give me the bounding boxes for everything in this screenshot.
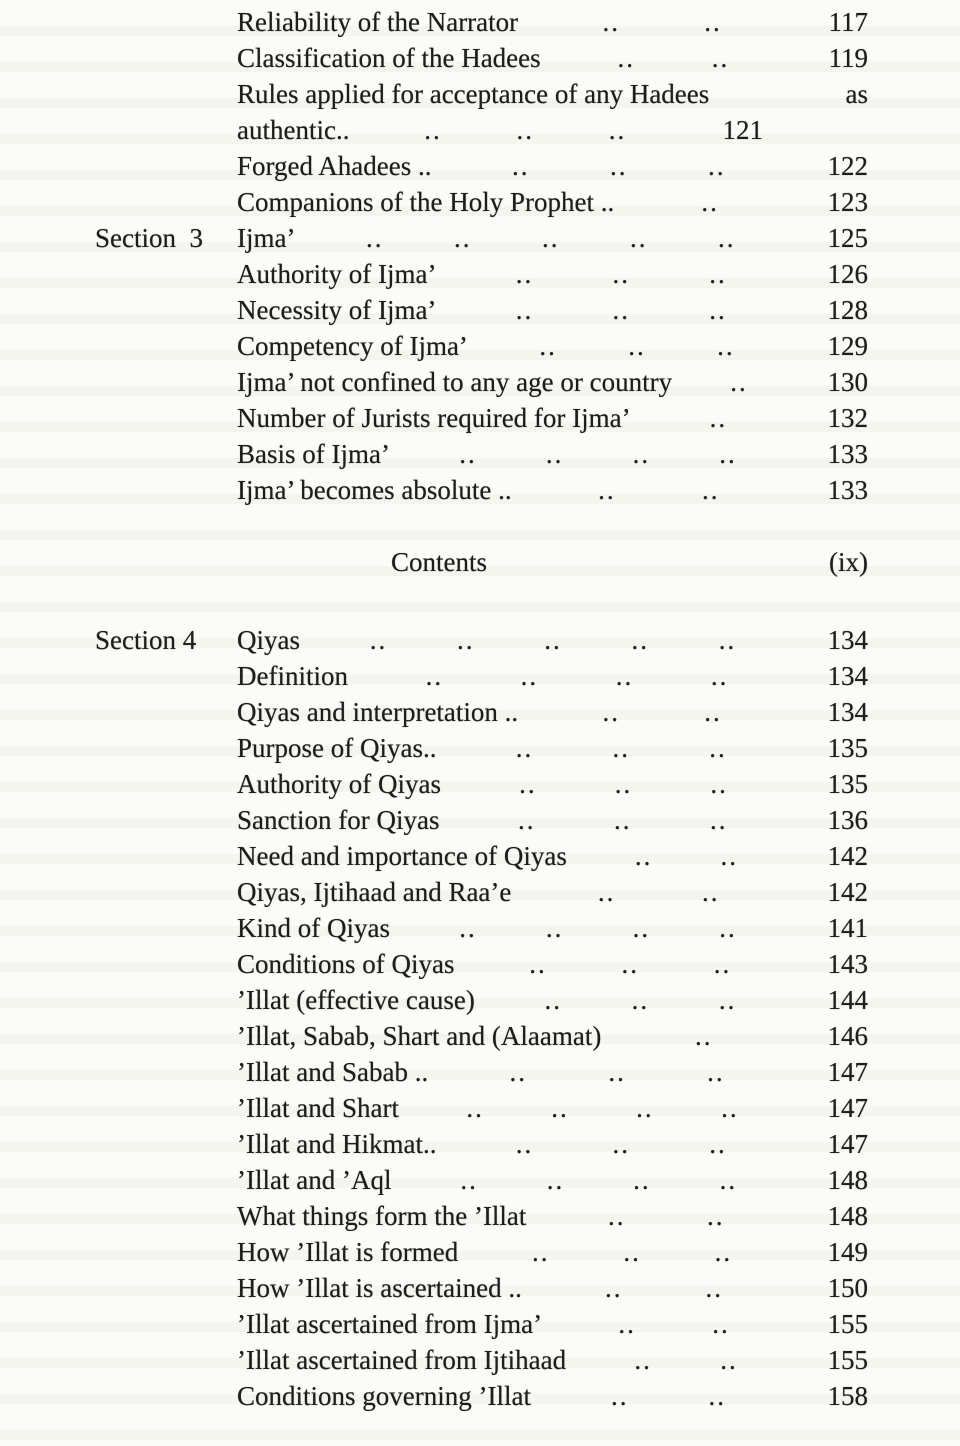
leader-dots: ..	[604, 1273, 623, 1303]
leader-dots: ..	[707, 151, 726, 181]
leader-dots: ..	[365, 223, 384, 253]
toc-entry-page: 148	[827, 1165, 868, 1195]
dot-leader	[436, 1126, 806, 1162]
toc-row	[95, 1090, 868, 1126]
section-label: Section 4	[95, 625, 197, 655]
toc-entry-page: 155	[827, 1345, 868, 1375]
toc-entry-title: Conditions governing ’Illat	[237, 1381, 531, 1411]
toc-row	[95, 364, 868, 400]
dot-leader	[601, 1018, 806, 1054]
toc-entry-page: 147	[827, 1057, 868, 1087]
toc-entry-page: 142	[827, 877, 868, 907]
toc-entry-page: 143	[827, 949, 868, 979]
leader-dots: ..	[713, 949, 732, 979]
leader-dots: ..	[706, 1201, 725, 1231]
toc-entry-title: ’Illat (effective cause)	[237, 985, 475, 1015]
toc-row	[95, 694, 868, 730]
leader-dots: ..	[709, 295, 727, 325]
toc-entry-page: 136	[827, 805, 868, 835]
dot-leader	[511, 874, 806, 910]
leader-dots: ..	[612, 259, 630, 289]
dot-leader	[468, 328, 806, 364]
toc-row	[95, 328, 868, 364]
leader-dots: ..	[710, 661, 729, 691]
leader-dots: ..	[633, 1165, 651, 1195]
leader-dots: ..	[459, 439, 477, 469]
dot-leader	[475, 982, 806, 1018]
toc-entry-title: What things form the ’Illat	[237, 1201, 527, 1231]
leader-dots: ..	[709, 805, 728, 835]
leader-dots: ..	[460, 1165, 478, 1195]
leader-dots: ..	[541, 223, 560, 253]
leader-dots: ..	[610, 1381, 629, 1411]
toc-entry-title: authentic..	[237, 115, 350, 145]
leader-dots: ..	[532, 1237, 550, 1267]
leader-dots: ..	[598, 475, 616, 505]
toc-entry-title: Kind of Qiyas	[237, 913, 390, 943]
toc-entry-page: 135	[827, 769, 868, 799]
toc-entry-page: 134	[827, 697, 868, 727]
toc-row	[95, 730, 868, 766]
dot-leader	[522, 1270, 806, 1306]
contents-heading	[95, 544, 868, 580]
leader-dots: ..	[720, 841, 738, 871]
leader-dots: ..	[509, 1057, 528, 1087]
leader-dots: ..	[519, 769, 537, 799]
toc-entry-title: Qiyas	[237, 625, 300, 655]
leader-dots: ..	[539, 331, 557, 361]
toc-entry-title: Qiyas, Ijtihaad and Raa’e	[237, 877, 512, 907]
leader-dots: ..	[623, 1237, 641, 1267]
toc-row	[95, 436, 868, 472]
leader-dots: ..	[425, 661, 444, 691]
toc-entry-title: ’Illat and Shart	[237, 1093, 399, 1123]
toc-entry-title: Classification of the Hadees	[237, 43, 541, 73]
dot-leader	[542, 1306, 806, 1342]
leader-dots: ..	[718, 985, 737, 1015]
toc-entry-title: Sanction for Qiyas	[237, 805, 440, 835]
leader-dots: ..	[632, 913, 651, 943]
toc-entry-page: 130	[827, 367, 868, 397]
dot-leader	[348, 658, 806, 694]
toc-entry-title: Authority of Qiyas	[237, 769, 441, 799]
toc-entry-title: Forged Ahadees ..	[237, 151, 432, 181]
toc-row	[95, 1126, 868, 1162]
dot-leader	[436, 256, 806, 292]
dot-leader	[431, 148, 806, 184]
leader-dots: ..	[515, 733, 534, 763]
leader-dots: ..	[709, 1129, 727, 1159]
leader-dots: ..	[612, 1129, 630, 1159]
dot-leader	[390, 436, 806, 472]
leader-dots: ..	[545, 439, 564, 469]
toc-row	[95, 910, 868, 946]
leader-dots: ..	[714, 1237, 733, 1267]
leader-dots: ..	[511, 151, 530, 181]
leader-dots: ..	[717, 331, 735, 361]
toc-entry-title: Need and importance of Qiyas	[237, 841, 567, 871]
page-title: Contents	[391, 547, 488, 577]
dot-leader	[566, 1342, 806, 1378]
leader-dots: ..	[708, 1381, 726, 1411]
toc-entry-page: 133	[827, 439, 868, 469]
leader-dots: ..	[636, 1093, 654, 1123]
toc-entry-page: 148	[827, 1201, 868, 1231]
dot-leader	[614, 184, 806, 220]
leader-dots: ..	[608, 115, 627, 145]
leader-dots: ..	[551, 1093, 569, 1123]
toc-row	[95, 874, 868, 910]
toc-row	[95, 802, 868, 838]
toc-entry-title: ’Illat and ’Aql	[237, 1165, 392, 1195]
toc-entry-title: Purpose of Qiyas..	[237, 733, 437, 763]
toc-row	[95, 1306, 868, 1342]
toc-row	[95, 1234, 868, 1270]
toc-row	[95, 622, 868, 658]
leader-dots: ..	[634, 1345, 652, 1375]
dot-leader	[541, 40, 806, 76]
toc-entry-title: ’Illat ascertained from Ijtihaad	[237, 1345, 567, 1375]
toc-row	[95, 40, 868, 76]
leader-dots: ..	[705, 1273, 723, 1303]
dot-leader	[439, 802, 806, 838]
leader-dots: ..	[546, 1165, 565, 1195]
dot-leader	[436, 292, 806, 328]
leader-dots: ..	[613, 805, 632, 835]
leader-dots: ..	[631, 625, 649, 655]
leader-dots: ..	[602, 697, 620, 727]
toc-row	[95, 256, 868, 292]
dot-leader	[295, 220, 806, 256]
toc-row	[95, 184, 868, 220]
dot-leader	[436, 730, 806, 766]
leader-dots: ..	[631, 985, 650, 1015]
toc-row	[95, 76, 868, 112]
toc-entry-page: 128	[827, 295, 868, 325]
leader-dots: ..	[617, 43, 635, 73]
toc-entry-page: 147	[827, 1093, 868, 1123]
leader-dots: ..	[721, 1093, 739, 1123]
toc-entry-title: Reliability of the Narrator	[237, 7, 519, 37]
toc-row	[95, 1054, 868, 1090]
leader-dots: ..	[515, 259, 534, 289]
leader-dots: ..	[612, 733, 630, 763]
leader-dots: ..	[516, 115, 534, 145]
leader-dots: ..	[710, 769, 728, 799]
toc-entry-page: 125	[827, 223, 868, 253]
toc-entry-page: 141	[827, 913, 868, 943]
leader-dots: ..	[730, 367, 748, 397]
leader-dots: ..	[515, 295, 534, 325]
leader-dots: ..	[629, 223, 648, 253]
toc-entry-page: 117	[828, 7, 868, 37]
toc-row	[95, 1198, 868, 1234]
leader-dots: ..	[704, 7, 722, 37]
toc-entry-page: 150	[827, 1273, 868, 1303]
toc-row	[95, 472, 868, 508]
dot-leader	[512, 472, 806, 508]
toc-entry-page: 155	[827, 1309, 868, 1339]
leader-dots: ..	[544, 625, 562, 655]
leader-dots: ..	[719, 439, 737, 469]
leader-dots: ..	[717, 223, 736, 253]
toc-entry-title: Rules applied for acceptance of any Hadees	[237, 79, 710, 109]
dot-leader	[567, 838, 806, 874]
toc-row	[95, 658, 868, 694]
dot-leader	[518, 4, 806, 40]
toc-entry-page: 158	[827, 1381, 868, 1411]
toc-entry-page: 133	[827, 475, 868, 505]
toc-entry-page: 142	[827, 841, 868, 871]
leader-dots: ..	[517, 805, 536, 835]
toc-row	[95, 766, 868, 802]
toc-row	[95, 292, 868, 328]
toc-entry-title: ’Illat ascertained from Ijma’	[237, 1309, 543, 1339]
toc-row	[95, 946, 868, 982]
toc-row	[95, 1018, 868, 1054]
dot-leader	[672, 364, 806, 400]
leader-dots: ..	[632, 439, 651, 469]
toc-row	[95, 4, 868, 40]
dot-leader	[399, 1090, 806, 1126]
toc-entry-page: 123	[827, 187, 868, 217]
toc-row	[95, 112, 868, 148]
leader-dots: ..	[607, 1201, 626, 1231]
dot-leader	[455, 946, 806, 982]
leader-dots: ..	[459, 913, 477, 943]
leader-dots: ..	[711, 43, 730, 73]
toc-entry-page: 134	[827, 661, 868, 691]
leader-dots: ..	[597, 877, 616, 907]
toc-entry-title: Definition	[237, 661, 348, 691]
dot-leader	[428, 1054, 806, 1090]
toc-entry-title: How ’Illat is formed	[237, 1237, 459, 1267]
leader-dots: ..	[694, 1021, 713, 1051]
toc-row	[95, 400, 868, 436]
toc-row	[95, 148, 868, 184]
leader-dots: ..	[718, 625, 737, 655]
leader-dots: ..	[602, 7, 620, 37]
leader-dots: ..	[453, 223, 472, 253]
toc-entry-page: as	[845, 79, 868, 109]
toc-entry-page: 132	[827, 403, 868, 433]
leader-dots: ..	[709, 733, 727, 763]
toc-entry-title: Competency of Ijma’	[237, 331, 468, 361]
leader-dots: ..	[634, 841, 653, 871]
leader-dots: ..	[720, 1345, 738, 1375]
dot-leader	[300, 622, 806, 658]
leader-dots: ..	[709, 403, 728, 433]
leader-dots: ..	[615, 661, 634, 691]
leader-dots: ..	[719, 913, 737, 943]
leader-dots: ..	[545, 913, 564, 943]
leader-dots: ..	[719, 1165, 738, 1195]
dot-leader	[391, 1162, 806, 1198]
leader-dots: ..	[520, 661, 539, 691]
dot-leader	[458, 1234, 806, 1270]
leader-dots: ..	[466, 1093, 484, 1123]
leader-dots: ..	[612, 295, 630, 325]
leader-dots: ..	[704, 697, 722, 727]
leader-dots: ..	[707, 1057, 725, 1087]
leader-dots: ..	[608, 1057, 626, 1087]
page-number-label: (ix)	[829, 547, 868, 577]
toc-entry-title: Qiyas and interpretation ..	[237, 697, 519, 727]
toc-row	[95, 220, 868, 256]
toc-entry-title: Ijma’	[237, 223, 296, 253]
toc-entry-page: 121	[722, 115, 763, 145]
toc-row	[95, 838, 868, 874]
toc-row	[95, 1342, 868, 1378]
toc-entry-title: How ’Illat is ascertained ..	[237, 1273, 522, 1303]
toc-entry-page: 122	[827, 151, 868, 181]
leader-dots: ..	[529, 949, 547, 979]
dot-leader	[631, 400, 806, 436]
toc-entry-title: Conditions of Qiyas	[237, 949, 455, 979]
toc-entry-title: ’Illat and Sabab ..	[237, 1057, 429, 1087]
toc-entry-page: 119	[828, 43, 868, 73]
leader-dots: ..	[702, 475, 720, 505]
dot-leader	[349, 112, 701, 148]
toc-row	[95, 1162, 868, 1198]
leader-dots: ..	[457, 625, 475, 655]
toc-entry-page: 147	[827, 1129, 868, 1159]
leader-dots: ..	[609, 151, 628, 181]
toc-entry-title: Necessity of Ijma’	[237, 295, 437, 325]
toc-entry-page: 135	[827, 733, 868, 763]
leader-dots: ..	[709, 259, 727, 289]
dot-leader	[518, 694, 806, 730]
toc-block-bottom	[95, 622, 868, 1414]
toc-entry-title: Basis of Ijma’	[237, 439, 390, 469]
dot-leader	[531, 1378, 806, 1414]
dot-leader	[390, 910, 806, 946]
toc-entry-title: Number of Jurists required for Ijma’	[237, 403, 631, 433]
toc-entry-title: Companions of the Holy Prophet ..	[237, 187, 615, 217]
leader-dots: ..	[369, 625, 388, 655]
toc-entry-title: ’Illat and Hikmat..	[237, 1129, 437, 1159]
leader-dots: ..	[424, 115, 442, 145]
toc-entry-page: 144	[827, 985, 868, 1015]
toc-entry-title: Ijma’ becomes absolute ..	[237, 475, 512, 505]
toc-row	[95, 1378, 868, 1414]
leader-dots: ..	[544, 985, 563, 1015]
toc-entry-page: 126	[827, 259, 868, 289]
toc-entry-page: 149	[827, 1237, 868, 1267]
leader-dots: ..	[701, 877, 720, 907]
toc-row	[95, 982, 868, 1018]
toc-entry-title: ’Illat, Sabab, Shart and (Alaamat)	[237, 1021, 602, 1051]
toc-entry-title: Authority of Ijma’	[237, 259, 437, 289]
toc-entry-page: 146	[827, 1021, 868, 1051]
toc-entry-page: 129	[827, 331, 868, 361]
section-label: Section 3	[95, 223, 203, 253]
toc-entry-title: Ijma’ not confined to any age or country	[237, 367, 673, 397]
leader-dots: ..	[618, 1309, 636, 1339]
toc-block-top	[95, 4, 868, 508]
leader-dots: ..	[515, 1129, 534, 1159]
dot-leader	[441, 766, 806, 802]
leader-dots: ..	[614, 769, 633, 799]
dot-leader	[526, 1198, 806, 1234]
leader-dots: ..	[621, 949, 639, 979]
toc-row	[95, 1270, 868, 1306]
leader-dots: ..	[701, 187, 719, 217]
leader-dots: ..	[712, 1309, 730, 1339]
toc-entry-page: 134	[827, 625, 868, 655]
leader-dots: ..	[628, 331, 646, 361]
